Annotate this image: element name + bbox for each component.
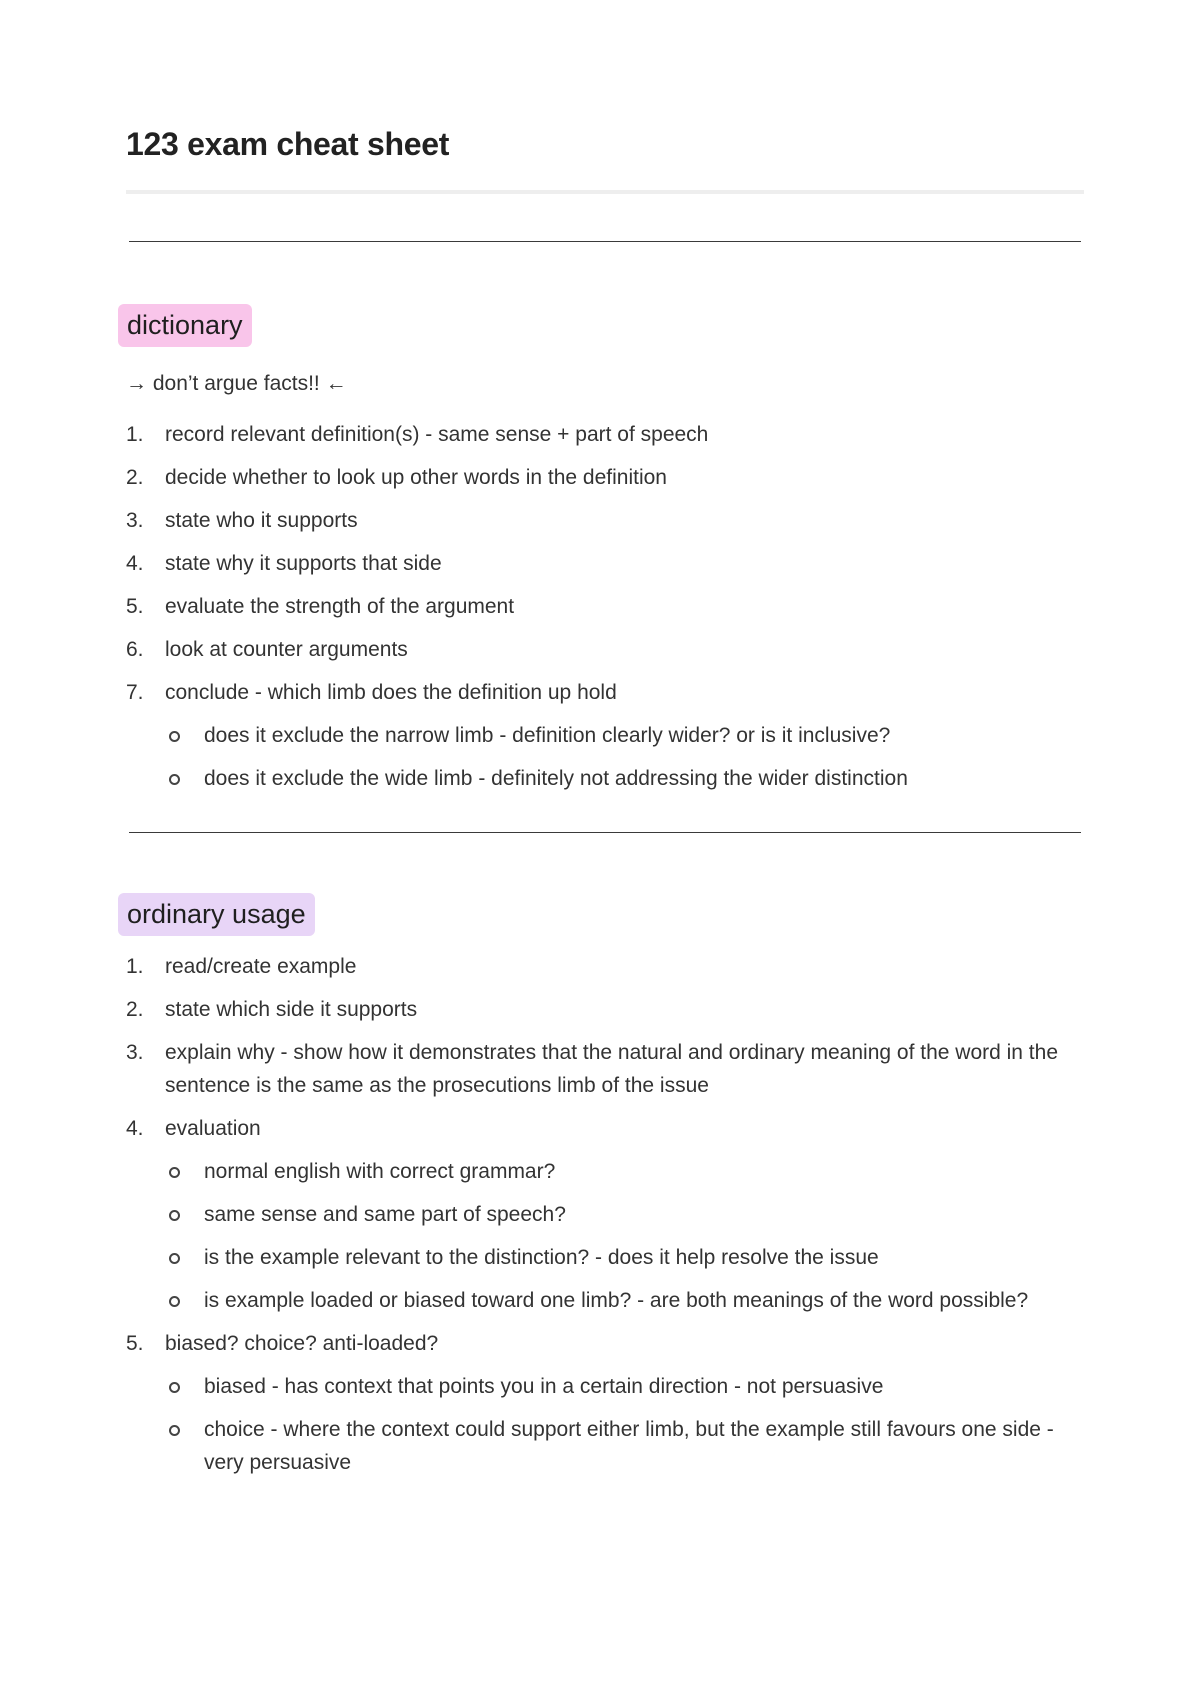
sub-list-item-text: is the example relevant to the distinction? - does it help resolve the issue xyxy=(204,1246,879,1269)
sub-list-item xyxy=(165,1241,1084,1274)
section-heading-ordinary-usage: ordinary usage xyxy=(118,893,315,936)
bullet-circle-icon xyxy=(169,1425,180,1436)
list-item xyxy=(126,993,1084,1026)
list-item-text: decide whether to look up other words in the definition xyxy=(165,466,667,489)
sub-list-item-text: is example loaded or biased toward one limb? - are both meanings of the word possible? xyxy=(204,1289,1029,1312)
divider xyxy=(129,241,1081,242)
list-item xyxy=(126,950,1084,983)
list-item xyxy=(126,1327,1084,1479)
sub-list xyxy=(165,1155,1084,1317)
list-item xyxy=(126,676,1084,795)
sub-list-item-text: choice - where the context could support either limb, but the example still favours one side - very persuasive xyxy=(204,1418,1054,1474)
sub-list-item xyxy=(165,762,1084,795)
sub-list-item-text: does it exclude the narrow limb - definition clearly wider? or is it inclusive? xyxy=(204,724,891,747)
list-number: 5. xyxy=(126,1332,144,1355)
list-item xyxy=(126,633,1084,666)
sub-list-item xyxy=(165,1155,1084,1188)
callout-text: → don’t argue facts!! ← xyxy=(126,372,347,395)
divider xyxy=(129,832,1081,833)
list-item xyxy=(126,418,1084,451)
list-item-text: state who it supports xyxy=(165,509,358,532)
list-item-text: evaluate the strength of the argument xyxy=(165,595,515,618)
list-item-text: state why it supports that side xyxy=(165,552,442,575)
sub-list-item xyxy=(165,1198,1084,1231)
list-item-text: explain why - show how it demonstrates that the natural and ordinary meaning of the word in the sentence is the same as the prosecutions limb of the issue xyxy=(165,1041,1059,1097)
list-item-text: evaluation xyxy=(165,1117,261,1140)
list-number: 4. xyxy=(126,552,144,575)
list-number: 2. xyxy=(126,998,144,1021)
list-number: 3. xyxy=(126,1041,144,1064)
list-number: 7. xyxy=(126,681,144,704)
list-number: 1. xyxy=(126,423,144,446)
bullet-circle-icon xyxy=(169,1167,180,1178)
bullet-circle-icon xyxy=(169,1253,180,1264)
sub-list-item-text: does it exclude the wide limb - definitely not addressing the wider distinction xyxy=(204,767,908,790)
sub-list-item xyxy=(165,1370,1084,1403)
list-number: 6. xyxy=(126,638,144,661)
list-item xyxy=(126,504,1084,537)
section-heading-dictionary: dictionary xyxy=(118,304,252,347)
dictionary-steps-list xyxy=(126,418,1084,805)
sub-list-item-text: same sense and same part of speech? xyxy=(204,1203,566,1226)
sub-list-item-text: normal english with correct grammar? xyxy=(204,1160,556,1183)
sub-list-item xyxy=(165,1413,1084,1479)
page-title: 123 exam cheat sheet xyxy=(126,126,450,162)
sub-list xyxy=(165,719,1084,795)
list-number: 3. xyxy=(126,509,144,532)
list-item xyxy=(126,1112,1084,1317)
list-item xyxy=(126,1036,1084,1102)
list-item xyxy=(126,590,1084,623)
sub-list-item xyxy=(165,719,1084,752)
list-number: 4. xyxy=(126,1117,144,1140)
list-item-text: conclude - which limb does the definition up hold xyxy=(165,681,617,704)
bullet-circle-icon xyxy=(169,1296,180,1307)
list-number: 1. xyxy=(126,955,144,978)
bullet-circle-icon xyxy=(169,731,180,742)
list-number: 5. xyxy=(126,595,144,618)
sub-list-item xyxy=(165,1284,1084,1317)
list-item xyxy=(126,547,1084,580)
title-underline xyxy=(126,190,1084,194)
list-item-text: read/create example xyxy=(165,955,357,978)
list-item-text: state which side it supports xyxy=(165,998,418,1021)
sub-list xyxy=(165,1370,1084,1479)
list-item xyxy=(126,461,1084,494)
sub-list-item-text: biased - has context that points you in a certain direction - not persuasive xyxy=(204,1375,884,1398)
bullet-circle-icon xyxy=(169,1382,180,1393)
list-item-text: look at counter arguments xyxy=(165,638,408,661)
bullet-circle-icon xyxy=(169,1210,180,1221)
ordinary-usage-steps-list xyxy=(126,950,1084,1489)
list-item-text: record relevant definition(s) - same sense + part of speech xyxy=(165,423,709,446)
bullet-circle-icon xyxy=(169,774,180,785)
list-item-text: biased? choice? anti-loaded? xyxy=(165,1332,439,1355)
list-number: 2. xyxy=(126,466,144,489)
